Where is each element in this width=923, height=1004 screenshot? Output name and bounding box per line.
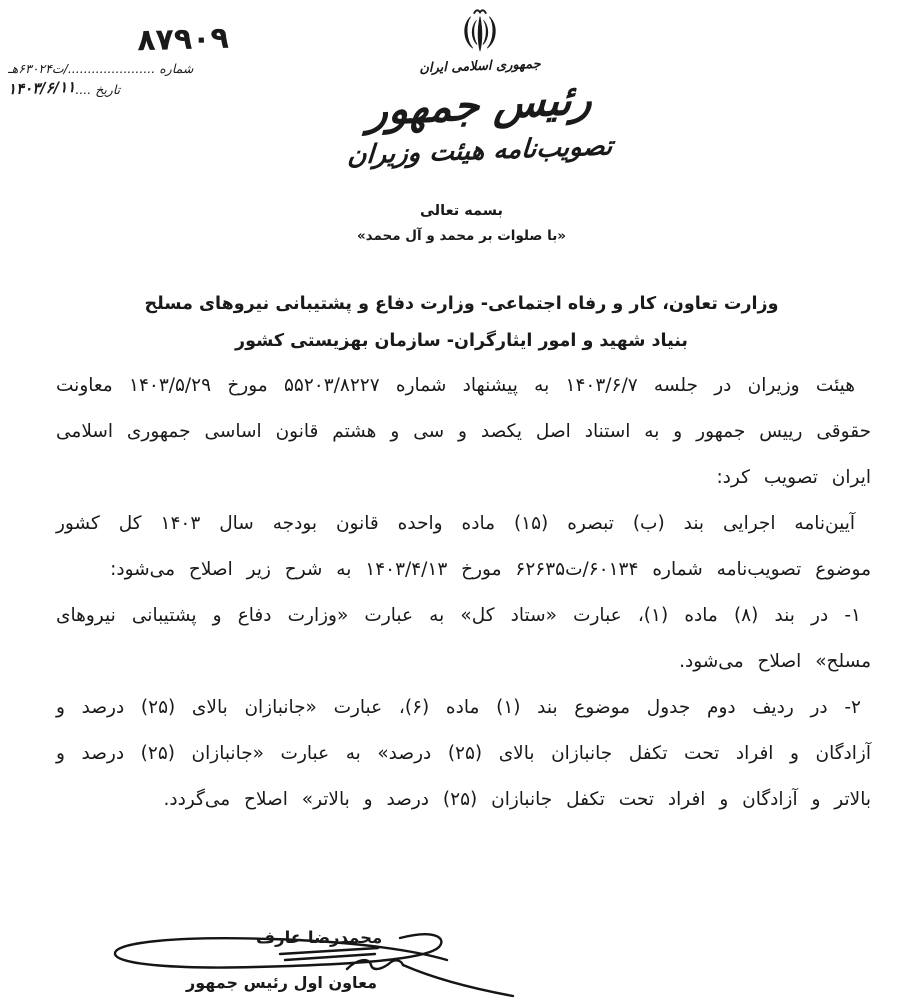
handwritten-date: ۱۴۰۳/۶/۱۱ bbox=[7, 77, 76, 99]
document-type-calligraphy: تصویب‌نامه هیئت وزیران bbox=[346, 131, 614, 171]
letterhead-center bbox=[310, 6, 650, 171]
addressees bbox=[0, 286, 923, 360]
handwritten-decree-number: ۸۷۹۰۹ bbox=[136, 20, 230, 59]
preamble-paragraph: هیئت وزیران در جلسه ۱۴۰۳/۶/۷ به پیشنهاد شماره ۵۵۲۰۳/۸۲۲۷ مورخ ۱۴۰۳/۵/۲۹ معاونت حقوقی رییس جمهور و به استناد اصل یکصد و سی و هشتم قانون اساسی جمهوری اسلامی ایران تصویب کرد: bbox=[56, 375, 871, 488]
invocation bbox=[0, 203, 923, 244]
amendment-item-1: ۱- در بند (۸) ماده (۱)، عبارت «ستاد کل» به عبارت «وزارت دفاع و پشتیبانی نیروهای مسلح» اصلاح می‌شود. bbox=[56, 605, 871, 672]
signer-title: معاون اول رئیس جمهور bbox=[186, 973, 377, 992]
date-dotted-blank: .... bbox=[75, 82, 92, 97]
iran-emblem-icon bbox=[457, 6, 503, 56]
registration-block bbox=[8, 22, 258, 98]
number-line bbox=[8, 61, 258, 76]
decree-body bbox=[56, 363, 871, 823]
besmellah: بسمه تعالی bbox=[420, 203, 503, 219]
country-name: جمهوری اسلامی ایران bbox=[419, 56, 541, 77]
office-title-calligraphy: رئیس جمهور bbox=[366, 74, 594, 135]
signer-name: محمدرضا عارف bbox=[256, 928, 383, 947]
signature-block bbox=[0, 895, 560, 1004]
number-label: شماره bbox=[159, 61, 194, 76]
salawat: «با صلوات بر محمد و آل محمد» bbox=[356, 228, 567, 244]
date-line bbox=[7, 77, 258, 99]
date-label: تاریخ bbox=[95, 82, 121, 97]
subject-paragraph: آیین‌نامه اجرایی بند (ب) تبصره (۱۵) ماده واحده قانون بودجه سال ۱۴۰۳ کل کشور موضوع تصویب‌نامه شماره ۶۰۱۳۴/ت۶۲۶۳۵ مورخ ۱۴۰۳/۴/۱۳ به شرح زیر اصلاح می‌شود: bbox=[56, 513, 871, 580]
amendment-item-2: ۲- در ردیف دوم جدول موضوع بند (۱) ماده (۶)، عبارت «جانبازان بالای (۲۵) درصد و آزادگان و افراد تحت تکفل جانبازان بالای (۲۵) درصد» به عبارت «جانبازان (۲۵) درصد و بالاتر و آزادگان و افراد تحت تکفل جانبازان (۲۵) درصد و بالاتر» اصلاح می‌گردد. bbox=[56, 697, 872, 810]
addressee-line: بنیاد شهید و امور ایثارگران- سازمان بهزیستی کشور bbox=[235, 331, 688, 351]
addressee-line: وزارت تعاون، کار و رفاه اجتماعی- وزارت دفاع و پشتیبانی نیروهای مسلح bbox=[144, 294, 779, 314]
number-dotted-blank: ...................... bbox=[67, 61, 156, 76]
number-suffix: /ت۶۳۰۲۴هـ bbox=[8, 61, 68, 76]
